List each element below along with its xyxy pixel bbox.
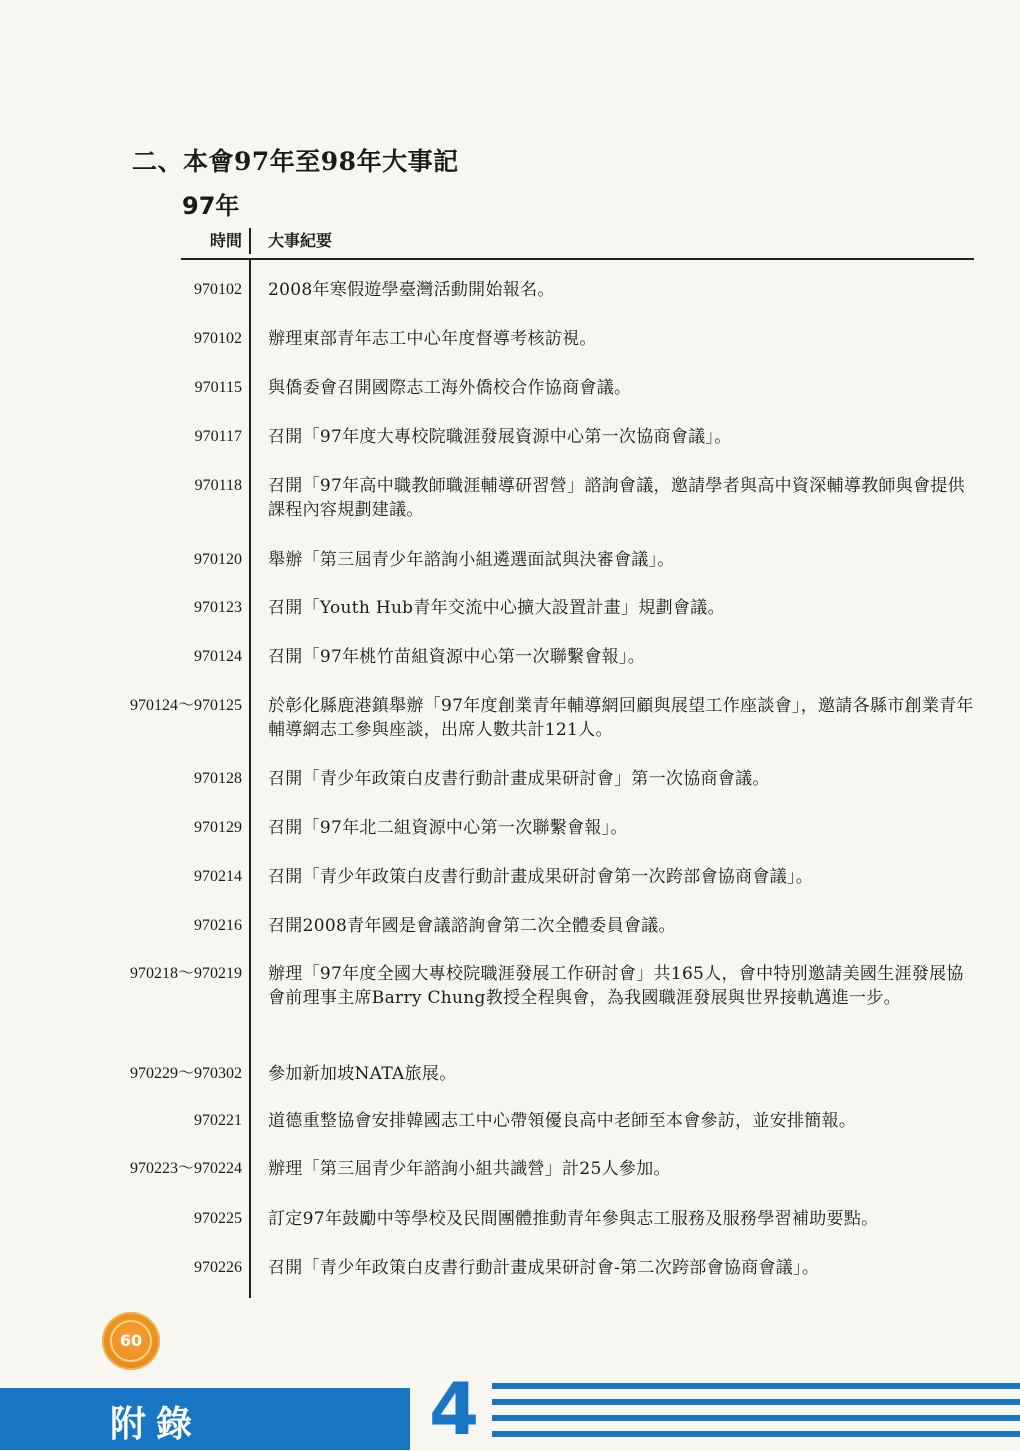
row-event: 召開「Youth Hub青年交流中心擴大設置計畫」規劃會議。: [268, 598, 725, 618]
footer-stripe: [492, 1431, 1020, 1437]
chapter-number: 4: [428, 1367, 480, 1451]
footer-stripe: [492, 1399, 1020, 1405]
row-date: 970120: [194, 551, 242, 568]
row-date: 970221: [194, 1112, 242, 1129]
row-date: 970129: [194, 819, 242, 836]
row-date: 970124～970125: [129, 697, 242, 714]
row-date: 970117: [194, 428, 242, 445]
appendix-label: 附錄: [110, 1403, 203, 1445]
row-event: 召開「青少年政策白皮書行動計畫成果研討會」第一次協商會議。: [268, 769, 770, 789]
page-number: 60: [110, 1320, 152, 1362]
row-event: 2008年寒假遊學臺灣活動開始報名。: [268, 280, 555, 300]
column-header-time: 時間: [209, 231, 242, 250]
row-date: 970128: [194, 770, 242, 787]
row-event: 召開「青少年政策白皮書行動計畫成果研討會第一次跨部會協商會議」。: [268, 867, 814, 887]
row-date: 970214: [194, 868, 242, 885]
page-number-badge: [102, 1312, 160, 1370]
row-date: 970229～970302: [129, 1065, 242, 1082]
row-event: 召開2008青年國是會議諮詢會第二次全體委員會議。: [268, 916, 676, 936]
row-date: 970216: [194, 917, 242, 934]
footer-bar: [0, 1388, 410, 1450]
row-date: 970225: [194, 1210, 242, 1227]
row-event: 辦理「第三屆青少年諮詢小組共識營」計25人參加。: [268, 1159, 671, 1179]
section-title: 二、本會97年至98年大事記: [132, 147, 459, 176]
column-header-event: 大事紀要: [268, 231, 333, 250]
row-event: 召開「97年桃竹苗組資源中心第一次聯繫會報」。: [268, 647, 646, 667]
row-event: 召開「97年高中職教師職涯輔導研習營」諮詢會議，邀請學者與高中資深輔導教師與會提供課程內容規劃建議。: [268, 476, 965, 520]
row-event: 於彰化縣鹿港鎮舉辦「97年度創業青年輔導網回顧與展望工作座談會」，邀請各縣市創業青年輔導網志工參與座談，出席人數共計121人。: [268, 696, 974, 740]
row-date: 970115: [194, 379, 242, 396]
row-date: 970118: [194, 477, 242, 494]
row-date: 970218～970219: [129, 965, 242, 982]
row-date: 970124: [194, 648, 242, 665]
row-event: 與僑委會召開國際志工海外僑校合作協商會議。: [268, 378, 632, 398]
row-event: 辦理「97年度全國大專校院職涯發展工作研討會」共165人，會中特別邀請美國生涯發展協會前理事主席Barry Chung教授全程與會，為我國職涯發展與世界接軌邁進一步。: [268, 964, 964, 1008]
row-event: 召開「97年度大專校院職涯發展資源中心第一次協商會議」。: [268, 427, 732, 447]
row-event: 舉辦「第三屆青少年諮詢小組遴選面試與決審會議」。: [268, 550, 675, 570]
row-event: 道德重整協會安排韓國志工中心帶領優良高中老師至本會參訪，並安排簡報。: [268, 1111, 857, 1131]
footer-stripe: [492, 1383, 1020, 1389]
row-date: 970226: [194, 1259, 242, 1276]
year-title: 97年: [182, 192, 240, 220]
footer-stripe: [492, 1415, 1020, 1421]
row-date: 970123: [194, 599, 242, 616]
row-date: 970102: [194, 330, 242, 347]
row-event: 訂定97年鼓勵中等學校及民間團體推動青年參與志工服務及服務學習補助要點。: [268, 1209, 879, 1229]
row-date: 970223～970224: [129, 1160, 242, 1177]
row-event: 辦理東部青年志工中心年度督導考核訪視。: [268, 329, 597, 349]
row-date: 970102: [194, 281, 242, 298]
row-event: 召開「青少年政策白皮書行動計畫成果研討會-第二次跨部會協商會議」。: [268, 1258, 820, 1278]
row-event: 參加新加坡NATA旅展。: [268, 1064, 457, 1084]
row-event: 召開「97年北二組資源中心第一次聯繫會報」。: [268, 818, 628, 838]
